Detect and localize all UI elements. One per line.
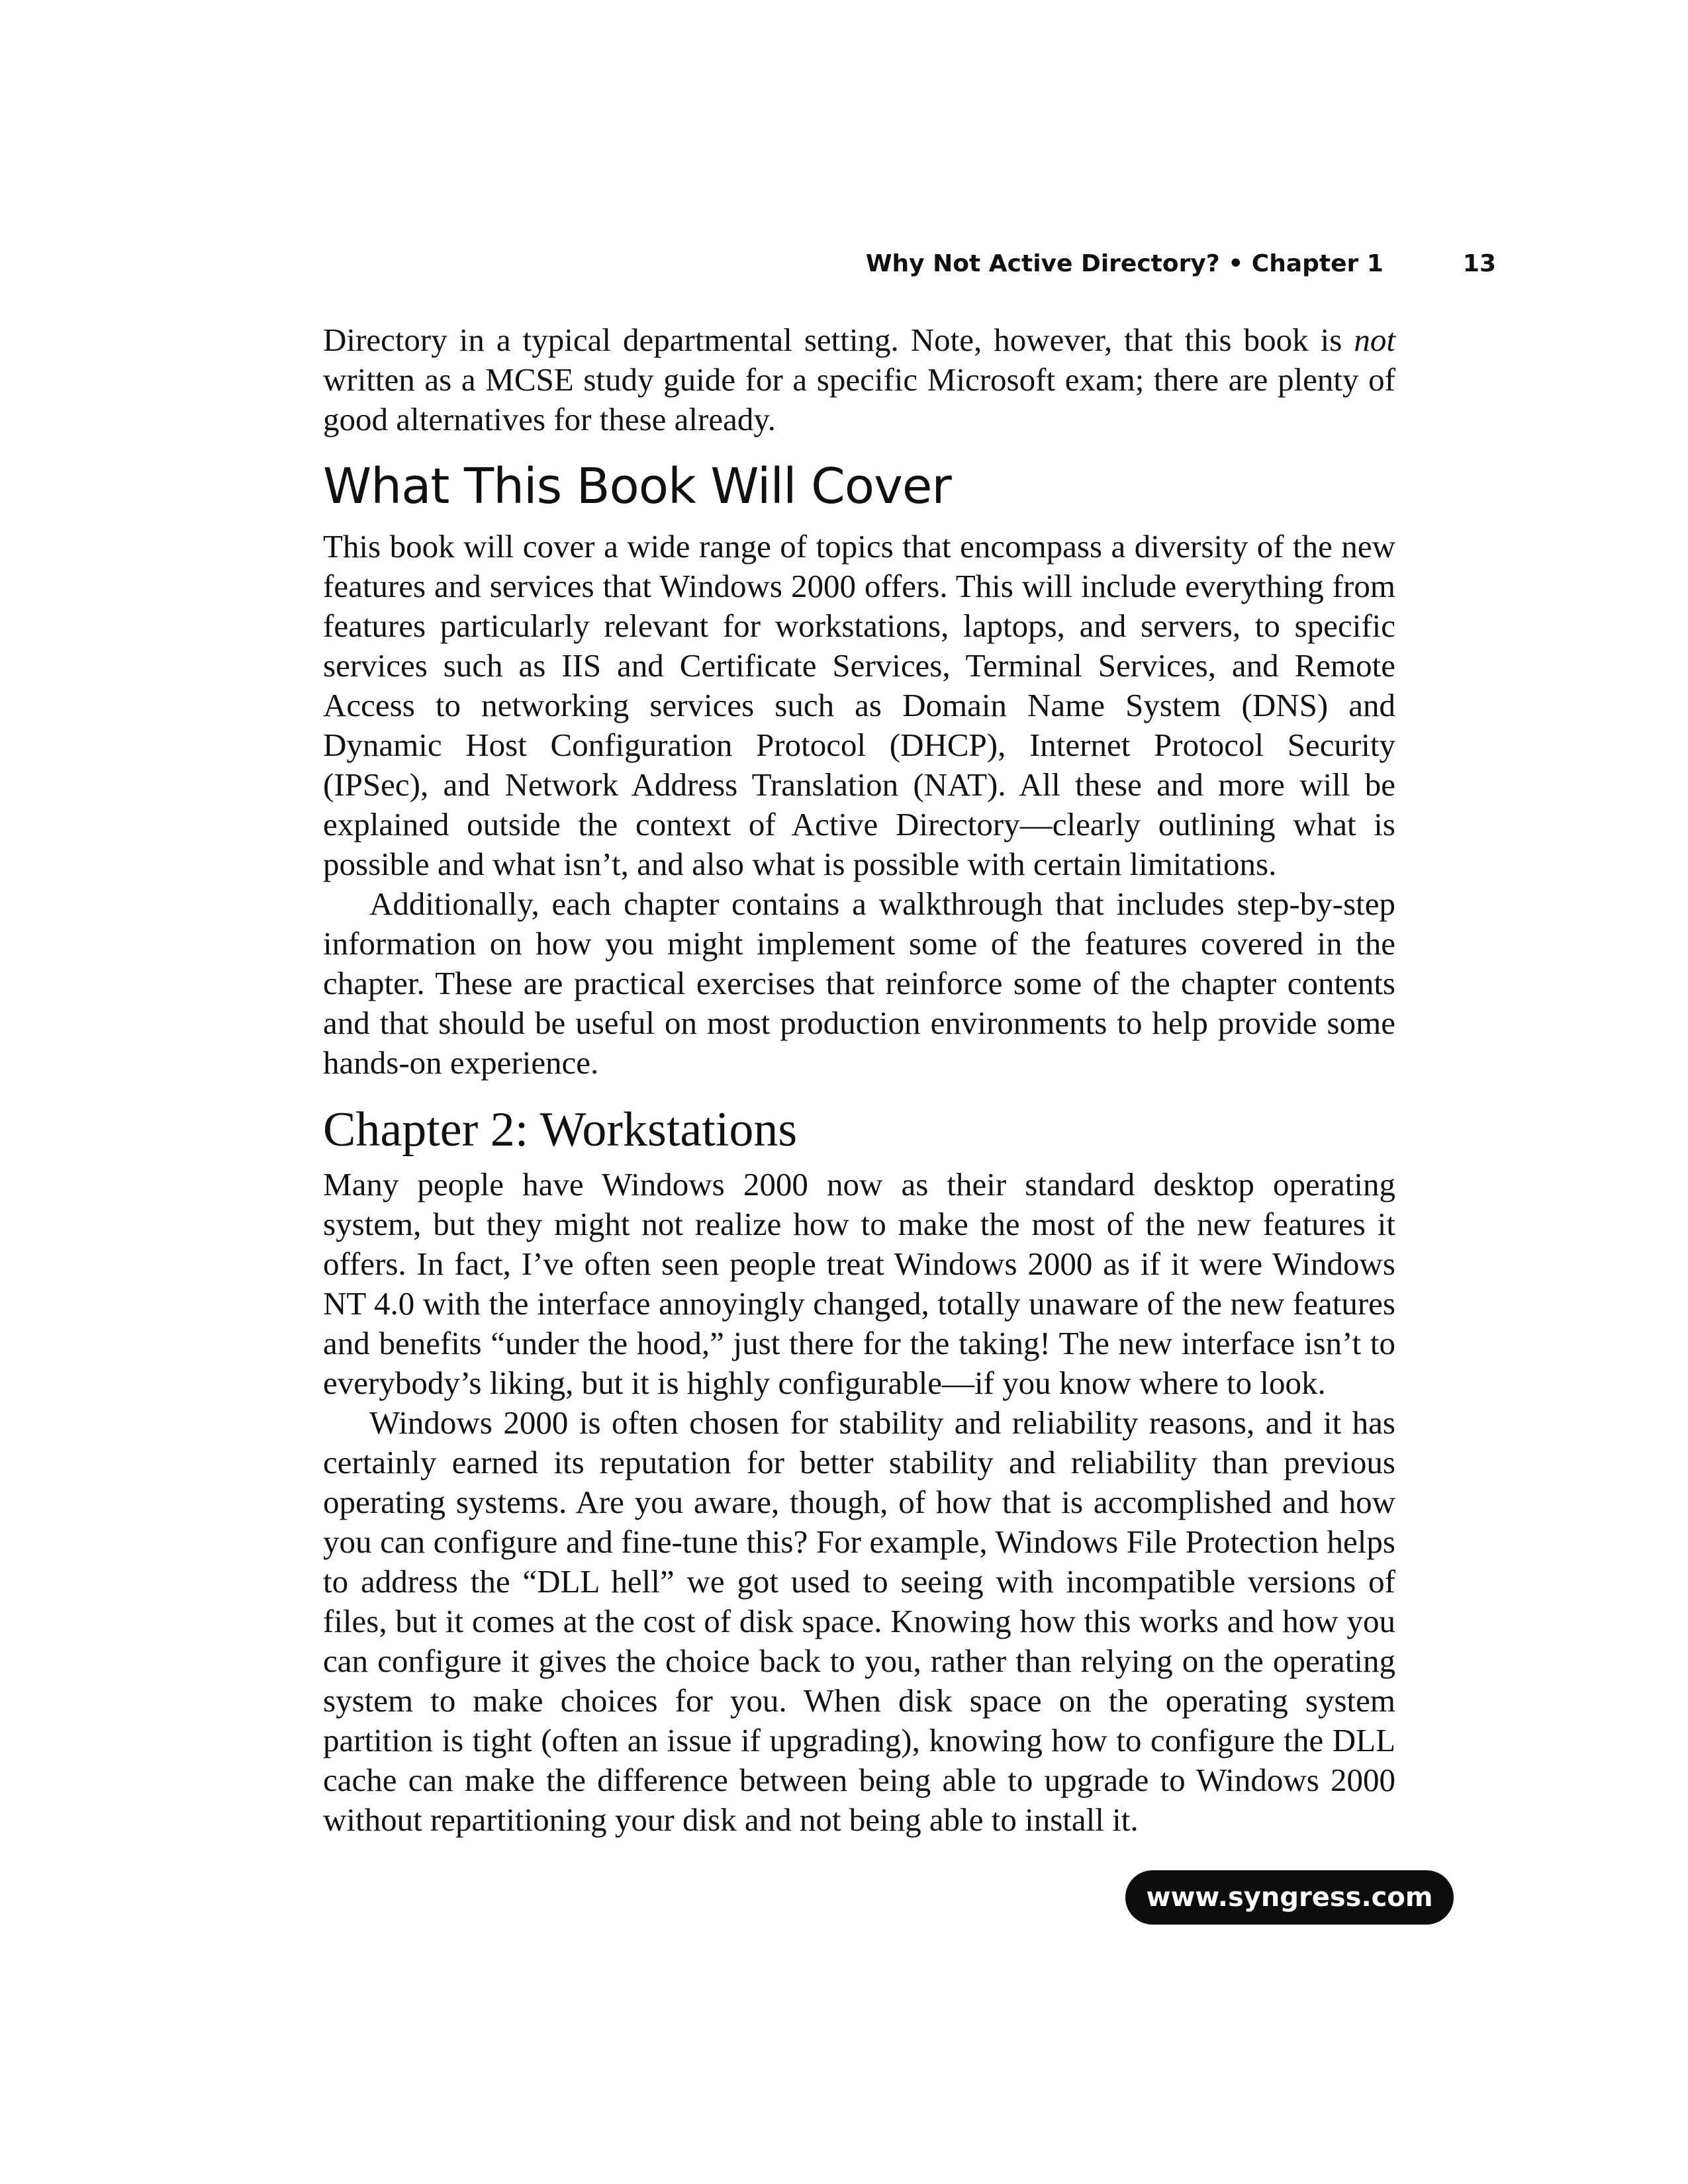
website-url-badge[interactable]: www.syngress.com: [1125, 1870, 1454, 1925]
section-heading: What This Book Will Cover: [323, 458, 951, 515]
page-number: 13: [1462, 250, 1496, 277]
intro-italic-word: not: [1354, 322, 1395, 358]
intro-text-before-italic: Directory in a typical departmental setting. Note, however, that this book is: [323, 322, 1354, 358]
running-title: Why Not Active Directory? • Chapter 1: [865, 250, 1383, 277]
chapter-paragraph: Windows 2000 is often chosen for stability and reliability reasons, and it has certainly earned its reputation for better stability and reliability than previous operating systems. Are you aware, though, of how that is accomplished and how you can configure and fine-tune this? For example, Windows File Protection helps to address the “DLL hell” we got used to seeing with incompatible versions of files, but it comes at the cost of disk space. Knowing how this works and how you can configure it gives the choice back to you, rather than relying on the operating system to make choices for you. When disk space on the operating system partition is tight (often an issue if upgrading), knowing how to configure the DLL cache can make the difference between being able to upgrade to Windows 2000 without repartitioning your disk and not being able to install it.: [323, 1404, 1395, 1838]
intro-text-after-italic: written as a MCSE study guide for a specific Microsoft exam; there are plenty of good alternatives for these already.: [323, 361, 1395, 437]
chapter-heading: Chapter 2: Workstations: [323, 1103, 798, 1157]
page-body: [323, 320, 1395, 1840]
section-paragraph: This book will cover a wide range of topics that encompass a diversity of the new features and services that Windows 2000 offers. This will include everything from features particularly relevant for workstations, laptops, and servers, to specific services such as IIS and Certificate Services, Terminal Services, and Remote Access to networking services such as Domain Name System (DNS) and Dynamic Host Configuration Protocol (DHCP), Internet Protocol Security (IPSec), and Network Address Translation (NAT). All these and more will be explained outside the context of Active Directory—clearly outlining what is possible and what isn’t, and also what is possible with certain limitations.: [323, 528, 1395, 882]
section-paragraph: Additionally, each chapter contains a walkthrough that includes step-by-step information on how you might implement some of the features covered in the chapter. These are practical exercises that reinforce some of the chapter contents and that should be useful on most production environments to help provide some hands-on experience.: [323, 886, 1395, 1081]
chapter-paragraph: Many people have Windows 2000 now as their standard desktop operating system, but they might not realize how to make the most of the new features it offers. In fact, I’ve often seen people treat Windows 2000 as if it were Windows NT 4.0 with the interface annoyingly changed, totally unaware of the new features and benefits “under the hood,” just there for the taking! The new interface isn’t to everybody’s liking, but it is highly configurable—if you know where to look.: [323, 1166, 1395, 1401]
intro-paragraph: [323, 320, 1395, 439]
running-header: [866, 250, 1496, 277]
